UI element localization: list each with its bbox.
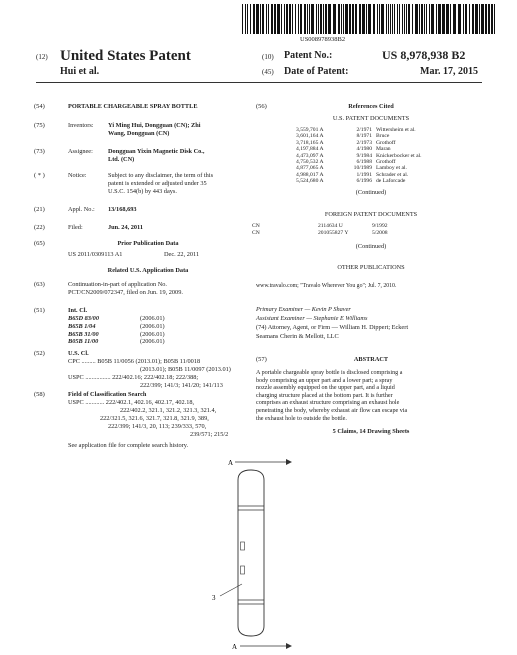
- barcode-bar: [399, 4, 400, 34]
- patent-number: US 8,978,938 B2: [382, 48, 466, 62]
- barcode-bar: [318, 4, 319, 34]
- foreign-docs-title: FOREIGN PATENT DOCUMENTS: [324, 211, 418, 218]
- barcode-bar: [286, 4, 288, 34]
- foreign-ref-date: 5/2008: [372, 229, 388, 236]
- code-57: (57): [256, 356, 267, 363]
- foreign-ref-country: CN: [252, 229, 260, 236]
- ref-date: 10/1989: [353, 165, 372, 172]
- prior-pub-title: Prior Publication Data: [117, 240, 179, 247]
- ref-name: Lamboy et al.: [376, 165, 407, 172]
- ref-row: [296, 127, 416, 133]
- foreign-continued: (Continued): [355, 243, 387, 250]
- intcl-code: B05B 11/00: [68, 338, 99, 346]
- ref-date: 8/1971: [356, 133, 372, 140]
- barcode-bar: [388, 4, 389, 34]
- barcode-bar: [494, 4, 495, 34]
- foreign-ref-date: 9/1992: [372, 223, 388, 229]
- barcode-bar: [266, 4, 267, 34]
- barcode-bar: [415, 4, 418, 34]
- intcl-year: (2006.01): [140, 315, 165, 322]
- intcl-row: [68, 338, 165, 346]
- ref-number: 3,559,701 A: [296, 127, 324, 133]
- barcode-bar: [397, 4, 398, 34]
- intcl-year: (2006.01): [140, 322, 165, 330]
- barcode-bar: [419, 4, 420, 34]
- assignee-line-2: Ltd. (CN): [108, 156, 135, 163]
- code-22: (22): [34, 224, 45, 231]
- ref-name: de Laforcade: [376, 178, 406, 185]
- barcode-bar: [245, 4, 246, 34]
- barcode-bar: [349, 4, 351, 34]
- barcode-bar: [271, 4, 273, 34]
- barcode-bar: [463, 4, 464, 34]
- foreign-ref-row: [252, 223, 388, 229]
- ref-date: 6/1996: [356, 178, 372, 185]
- intcl-label: Int. Cl.: [68, 307, 88, 314]
- ref-row: [296, 172, 408, 178]
- barcode-bar: [304, 4, 306, 34]
- ref-row: [296, 140, 395, 146]
- barcode-bar: [472, 4, 474, 34]
- barcode-bar: [446, 4, 449, 34]
- header-rule: [36, 82, 482, 83]
- ref-date: 1/1991: [356, 171, 372, 178]
- abstract-line: penetrating the body, whereby exhaust air flow can escape via: [256, 407, 408, 414]
- ref-number: 4,473,097 A: [296, 152, 324, 159]
- ref-number: 4,877,065 A: [296, 165, 324, 172]
- barcode-number: US008978938B2: [300, 36, 346, 43]
- attorney-line-2: Seamans Cherin & Mellott, LLC: [256, 333, 339, 340]
- barcode-bar: [379, 4, 380, 34]
- ref-name: Schrader et al.: [376, 171, 409, 178]
- barcode-bar: [295, 4, 296, 34]
- ref-date: 4/1980: [356, 146, 372, 153]
- barcode-bar: [412, 4, 413, 34]
- ref-number: 5,524,680 A: [296, 178, 324, 185]
- inventors-line-2: Wang, Dongguan (CN): [108, 130, 170, 137]
- uspc-line-2: 222/399; 141/3; 141/20; 141/113: [140, 382, 223, 389]
- ref-number: 4,988,017 A: [296, 171, 324, 178]
- barcode-bar: [469, 4, 470, 34]
- ref-name: Maran: [376, 146, 391, 153]
- abstract-text: [256, 370, 407, 423]
- patent-no-label: Patent No.:: [284, 50, 333, 61]
- assignee-line-1: Dongguan Yixin Magnetic Disk Co.,: [108, 148, 205, 155]
- ref-name: Bruce: [376, 133, 390, 140]
- barcode-bar: [260, 4, 261, 34]
- barcode-bar: [429, 4, 430, 34]
- intcl-code: B65B 1/04: [68, 322, 96, 330]
- barcode-bar: [362, 4, 365, 34]
- barcode-bar: [404, 4, 405, 34]
- barcode-bar: [328, 4, 331, 34]
- barcode-bar: [485, 4, 487, 34]
- barcode-bar: [268, 4, 269, 34]
- abstract-line: charging structure placed at the bottom part. It is further: [256, 392, 393, 399]
- barcode-bar: [442, 4, 445, 34]
- related-line-1: Continuation-in-part of application No.: [68, 281, 167, 288]
- filed-date: Jun. 24, 2011: [108, 224, 143, 231]
- section-label-bottom: A: [232, 643, 238, 651]
- barcode-bar: [450, 4, 451, 34]
- barcode-bar: [488, 4, 490, 34]
- related-line-2: PCT/CN2009/072347, filed on Jun. 19, 2009.: [68, 289, 183, 296]
- barcode-bar: [465, 4, 467, 34]
- field-label: Field of Classification Search: [68, 391, 147, 398]
- notice-label: Notice:: [68, 172, 87, 179]
- field-line-4: 222/399; 141/3, 20, 113; 239/333, 570,: [108, 423, 207, 430]
- barcode-bar: [338, 4, 340, 34]
- field-line-5: 239/571; 215/2: [190, 431, 229, 438]
- intcl-year: (2006.01): [140, 330, 165, 338]
- cpc-line-1: CPC ......... B05B 11/0056 (2013.01); B05B 11/0018: [68, 358, 201, 365]
- barcode-bar: [394, 4, 395, 34]
- abstract-line: the exhaust hole to outside the bottle.: [256, 415, 347, 422]
- barcode-bar: [431, 4, 434, 34]
- foreign-ref-country: CN: [252, 223, 260, 229]
- inventors-line-1: Yi Ming Hui, Dongguan (CN); Zhi: [108, 122, 201, 129]
- code-21: (21): [34, 206, 45, 213]
- field-line-2: 222/402.2, 321.1, 321.2, 321.3, 321.4,: [120, 407, 217, 414]
- barcode-bar: [424, 4, 425, 34]
- prior-pub-date: Dec. 22, 2011: [164, 251, 200, 258]
- barcode-bar: [247, 4, 248, 34]
- appl-label: Appl. No.:: [68, 206, 95, 213]
- code-51: (51): [34, 307, 45, 314]
- barcode-bar: [274, 4, 276, 34]
- ref-row: [296, 146, 391, 152]
- barcode-bar: [311, 4, 314, 34]
- primary-examiner: Primary Examiner — Kevin P Shaver: [256, 306, 351, 313]
- ref-date: 2/1973: [356, 139, 372, 146]
- barcode-bar: [436, 4, 437, 34]
- barcode-bar: [381, 4, 384, 34]
- assistant-examiner: Assistant Examiner — Stephanie E Williams: [256, 315, 368, 322]
- code-10: (10): [262, 53, 274, 61]
- patent-date: Mar. 17, 2015: [420, 66, 478, 77]
- inventors-label: Inventors:: [68, 122, 94, 129]
- barcode-bar: [421, 4, 423, 34]
- ref-row: [296, 153, 422, 159]
- barcode-bar: [253, 4, 255, 34]
- ref-row: [296, 159, 395, 165]
- barcode-bar: [281, 4, 282, 34]
- abstract-line: body comprising an upper part and a lower part; a spray: [256, 377, 393, 384]
- barcode-bar: [292, 4, 293, 34]
- barcode-bar: [320, 4, 322, 34]
- code-45: (45): [262, 68, 274, 76]
- barcode-bar: [242, 4, 243, 34]
- assignee-label: Assignee:: [68, 148, 93, 155]
- intcl-code: B65B 31/00: [68, 330, 99, 338]
- barcode-bar: [408, 4, 410, 34]
- patent-title: PORTABLE CHARGEABLE SPRAY BOTTLE: [68, 103, 198, 110]
- foreign-ref-number: 201055827 Y: [318, 229, 349, 236]
- section-label-top: A: [228, 459, 234, 467]
- foreign-ref-number: 2114634 U: [318, 223, 343, 229]
- barcode-bar: [262, 4, 264, 34]
- barcode-bar: [250, 4, 251, 34]
- intcl-row: [68, 331, 165, 339]
- related-title: Related U.S. Application Data: [107, 267, 189, 274]
- ref-name: Wittersheim et al.: [376, 127, 416, 133]
- intcl-code: B65D 83/00: [68, 315, 99, 322]
- document-type: United States Patent: [60, 48, 191, 64]
- barcode-bar: [438, 4, 441, 34]
- field-line-6: See application file for complete search history.: [68, 442, 189, 449]
- filed-label: Filed:: [68, 224, 83, 231]
- claims-summary: 5 Claims, 14 Drawing Sheets: [332, 428, 410, 435]
- ref-date: 6/1988: [356, 159, 372, 165]
- inventor-short: Hui et al.: [60, 66, 100, 77]
- barcode-bar: [377, 4, 378, 34]
- notice-line-1: Subject to any disclaimer, the term of this: [108, 172, 214, 179]
- code-75: (75): [34, 122, 45, 129]
- abstract-line: comprises an exhaust structure comprising an exhaust hole: [256, 400, 400, 407]
- barcode-bar: [458, 4, 461, 34]
- code-73: (73): [34, 148, 45, 155]
- ref-name: Knickerbocker et al.: [376, 152, 422, 159]
- barcode-bar: [406, 4, 407, 34]
- prior-pub-number: US 2011/0309113 A1: [68, 251, 123, 258]
- intcl-list: [68, 315, 165, 346]
- other-pubs-title: OTHER PUBLICATIONS: [337, 264, 405, 271]
- other-pub-line: www.travalo.com; "Travalo Wherever You go"; Jul. 7, 2010.: [256, 283, 397, 289]
- barcode-bar: [475, 4, 478, 34]
- intcl-row: [68, 323, 165, 331]
- barcode-bar: [373, 4, 375, 34]
- barcode-bar: [390, 4, 391, 34]
- barcode-bar: [300, 4, 302, 34]
- ref-number: 3,601,164 A: [296, 133, 324, 140]
- ref-date: 2/1971: [356, 127, 372, 133]
- ref-name: Grothoff: [376, 159, 396, 165]
- appl-number: 13/168,693: [108, 206, 137, 213]
- barcode-bar: [366, 4, 367, 34]
- barcode-bar: [352, 4, 354, 34]
- barcode-bar: [392, 4, 393, 34]
- barcode-bar: [368, 4, 371, 34]
- ref-row: [296, 133, 389, 139]
- ref-name: Grothoff: [376, 139, 396, 146]
- abstract-line: A portable chargeable spray bottle is disclosed comprising a: [256, 370, 403, 376]
- foreign-ref-row: [252, 230, 388, 236]
- refs-title: References Cited: [348, 103, 394, 110]
- barcode-bar: [307, 4, 308, 34]
- barcode-bar: [316, 4, 317, 34]
- field-line-3: 222/321.5, 321.6, 321.7, 321.8, 321.9, 389,: [100, 415, 209, 422]
- abstract-line: nozzle assembly equipped on the upper part, and a liquid: [256, 385, 395, 392]
- barcode-bar: [355, 4, 357, 34]
- date-label: Date of Patent:: [284, 66, 349, 77]
- barcode-bar: [479, 4, 480, 34]
- notice-line-3: U.S.C. 154(b) by 443 days.: [108, 188, 177, 195]
- us-docs-title: U.S. PATENT DOCUMENTS: [332, 115, 410, 122]
- code-56: (56): [256, 103, 267, 110]
- abstract-title: ABSTRACT: [353, 356, 389, 363]
- barcode-bar: [402, 4, 403, 34]
- code-12: (12): [36, 53, 48, 61]
- uscl-label: U.S. Cl.: [68, 350, 89, 357]
- barcode-bar: [333, 4, 336, 34]
- barcode-bar: [386, 4, 387, 34]
- barcode-bar: [343, 4, 344, 34]
- code-52: (52): [34, 350, 45, 357]
- barcode-bar: [289, 4, 291, 34]
- refs-continued: (Continued): [355, 189, 387, 196]
- code-65: (65): [34, 240, 45, 247]
- ref-number: 4,750,532 A: [296, 159, 324, 165]
- barcode-bar: [481, 4, 484, 34]
- code-54: (54): [34, 103, 45, 110]
- barcode-bar: [341, 4, 342, 34]
- attorney-line-1: (74) Attorney, Agent, or Firm — William H. Dippert; Eckert: [256, 324, 409, 331]
- ref-number: 4,197,884 A: [296, 146, 324, 153]
- barcode-bar: [453, 4, 456, 34]
- code-notice: ( * ): [34, 172, 45, 179]
- bottle-drawing: [180, 450, 330, 655]
- ref-date: 9/1984: [356, 152, 372, 159]
- barcode-bar: [325, 4, 327, 34]
- ref-row: [296, 178, 405, 184]
- barcode: [240, 4, 500, 36]
- barcode-bar: [359, 4, 361, 34]
- barcode-bar: [323, 4, 324, 34]
- barcode-bar: [284, 4, 285, 34]
- bottle-outline: [238, 470, 264, 636]
- barcode-bar: [298, 4, 299, 34]
- leader-line-3: [220, 584, 242, 596]
- cpc-line-2: (2013.01); B05B 11/0097 (2013.01): [140, 366, 231, 373]
- reference-numeral-3: 3: [212, 594, 216, 602]
- barcode-bar: [309, 4, 310, 34]
- barcode-bar: [345, 4, 348, 34]
- code-58: (58): [34, 391, 45, 398]
- ref-row: [296, 165, 407, 171]
- barcode-bar: [256, 4, 259, 34]
- barcode-bar: [277, 4, 280, 34]
- ref-number: 3,718,165 A: [296, 139, 324, 146]
- code-63: (63): [34, 281, 45, 288]
- intcl-row: [68, 315, 165, 323]
- barcode-bar: [426, 4, 427, 34]
- barcode-bar: [491, 4, 493, 34]
- notice-line-2: patent is extended or adjusted under 35: [108, 180, 207, 187]
- intcl-year: (2006.01): [140, 338, 165, 346]
- uspc-line-1: USPC ................ 222/402.16; 222/402.18; 222/388;: [68, 374, 199, 381]
- field-line-1: USPC ............ 222/402.1, 402.16, 402.17, 402.18,: [68, 399, 195, 406]
